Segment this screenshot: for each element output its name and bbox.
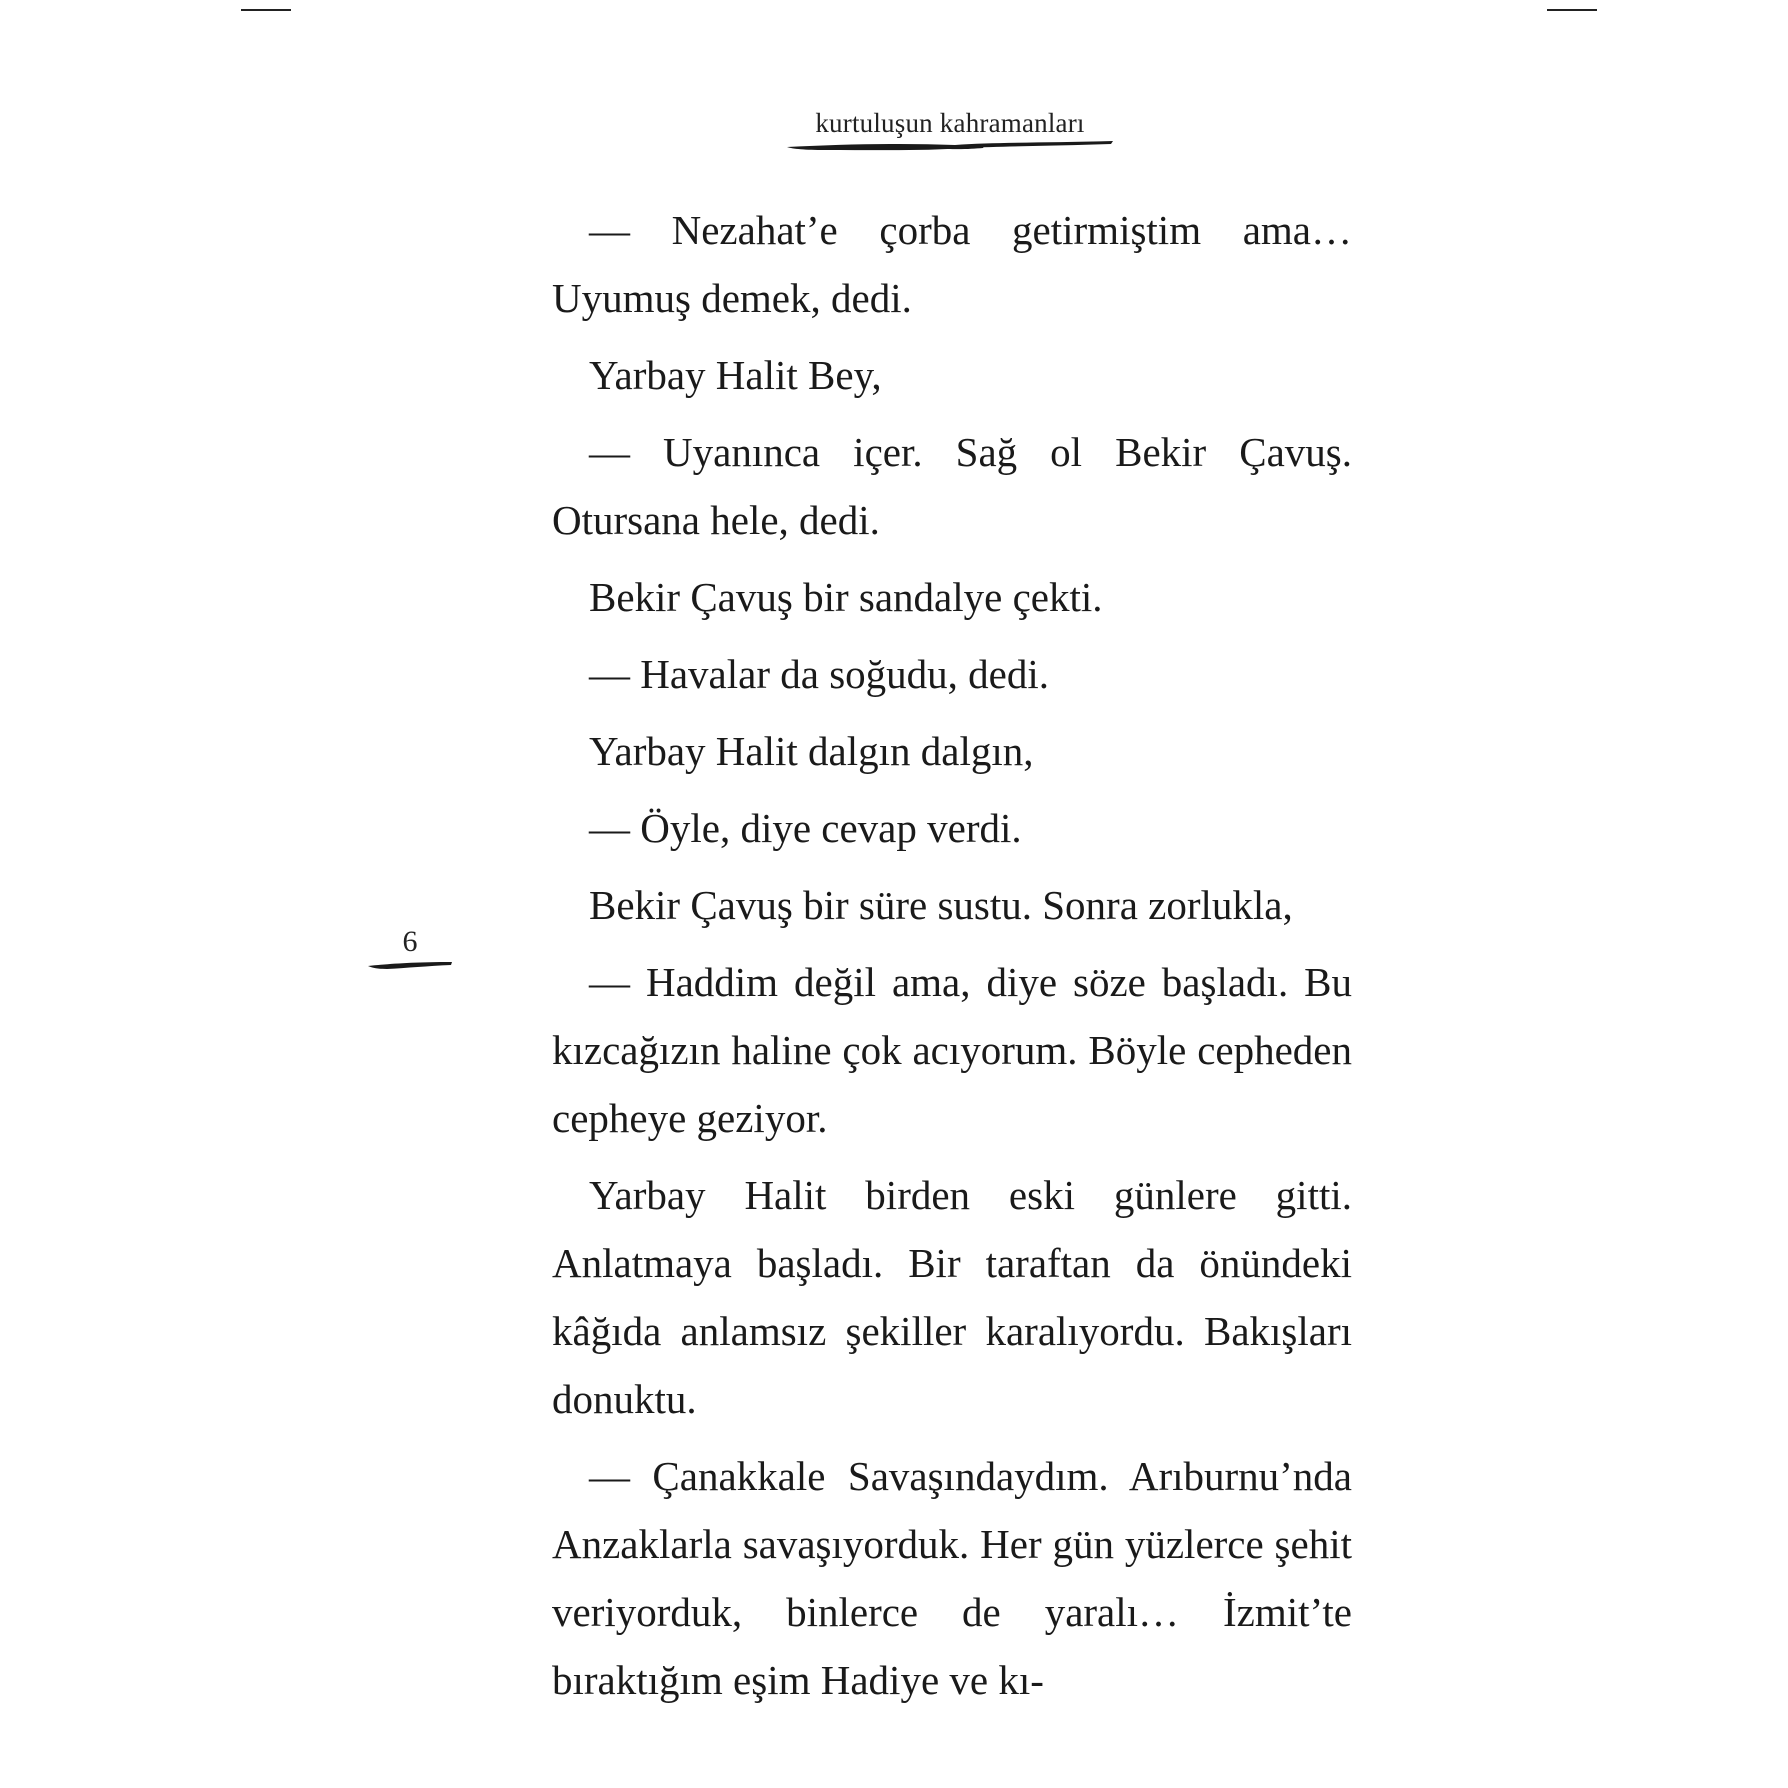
crop-mark-right bbox=[1547, 9, 1597, 11]
paragraph: — Haddim değil ama, diye söze başladı. Bu kızcağızın haline çok acıyorum. Böyle cepheden cepheye geziyor. bbox=[552, 959, 1352, 1141]
running-header-title: kurtuluşun kahramanları bbox=[815, 108, 1085, 138]
paragraph: Yarbay Halit dalgın dalgın, bbox=[589, 728, 1034, 774]
body-text bbox=[552, 196, 1352, 1723]
paragraph: Bekir Çavuş bir süre sustu. Sonra zorlukla, bbox=[589, 882, 1293, 928]
paragraph: — Nezahat’e çorba getirmiştim ama… Uyumuş demek, dedi. bbox=[552, 207, 1352, 321]
page-number bbox=[360, 925, 460, 971]
running-header bbox=[740, 108, 1160, 153]
page-number-brush-stroke-icon bbox=[367, 959, 453, 971]
paragraph: — Uyanınca içer. Sağ ol Bekir Çavuş. Otursana hele, dedi. bbox=[552, 429, 1352, 543]
paragraph: — Havalar da soğudu, dedi. bbox=[589, 651, 1049, 697]
page-number-value: 6 bbox=[402, 925, 418, 958]
crop-mark-left bbox=[241, 9, 291, 11]
paragraph: Yarbay Halit birden eski günlere gitti. Anlatmaya başladı. Bir taraftan da önündeki kâğıda anlamsız şekiller karalıyordu. Bakışları donuktu. bbox=[552, 1172, 1352, 1422]
paragraph: Yarbay Halit Bey, bbox=[589, 352, 882, 398]
paragraph: Bekir Çavuş bir sandalye çekti. bbox=[589, 574, 1103, 620]
paragraph: — Öyle, diye cevap verdi. bbox=[589, 805, 1022, 851]
paragraph: — Çanakkale Savaşındaydım. Arıburnu’nda Anzaklarla savaşıyorduk. Her gün yüzlerce şehit veriyorduk, binlerce de yaralı… İzmit’te bıraktığım eşim Hadiye ve kı- bbox=[552, 1453, 1352, 1703]
header-brush-stroke-icon bbox=[785, 139, 1115, 153]
